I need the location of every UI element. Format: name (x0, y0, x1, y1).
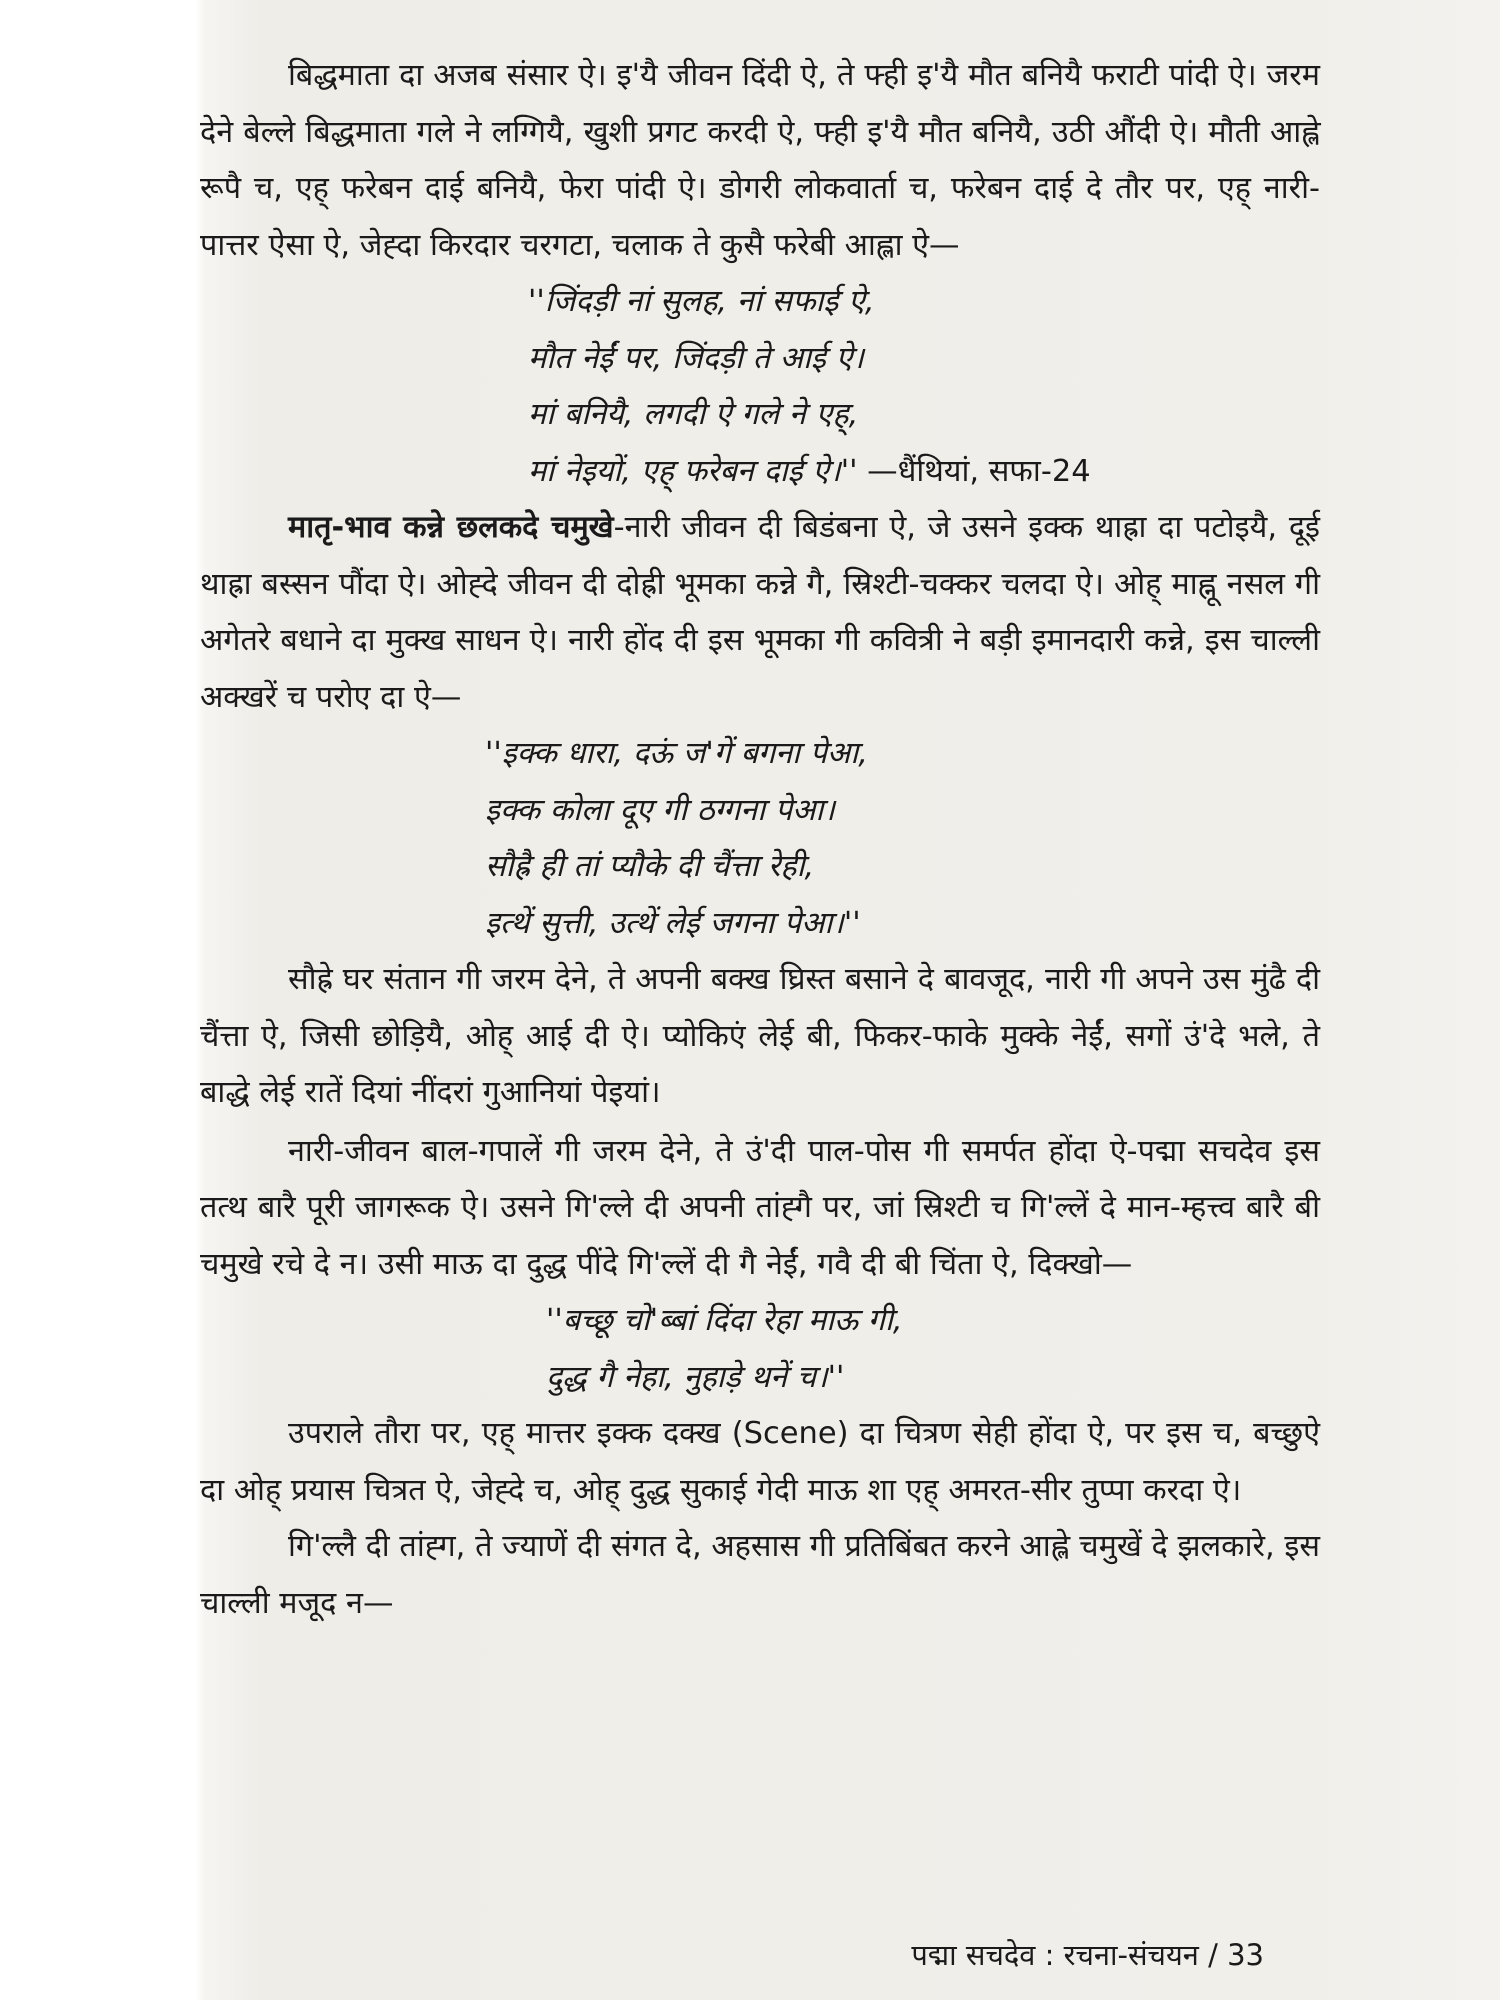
verse-line: मौत नेईं पर, जिंदड़ी ते आई ऐ। (528, 340, 864, 376)
verse-source: —धैंथियां, सफा-24 (857, 453, 1091, 489)
paragraph-2-text: -नारी जीवन दी बिडंबना ऐ, जे उसने इक्क थाह्रा दा पटोइयै, दूई थाह्रा बस्सन पौंदा ऐ। ओह्दे जीवन दी दोह्री भूमका कन्ने गै, स्रिश्टी-चक्कर चलदा ऐ। ओह् माह्नू नसल गी अगेतरे बधाने दा मुक्ख साधन ऐ। नारी होंद दी इस भूमका गी कवित्री ने बड़ी इमानदारी कन्ने, इस चाल्ली अक्खरें च परोए दा ऐ— (200, 510, 1320, 715)
paragraph-4: नारी-जीवन बाल-गपालें गी जरम देने, ते उं'दी पाल-पोस गी समर्पत होंदा ऐ-पद्मा सचदेव इस तत्थ बारै पूरी जागरूक ऐ। उसने गि'ल्ले दी अपनी तांह्गै पर, जां स्रिश्टी च गि'ल्लें दे मान-म्हत्त्व बारै बी चमुखे रचे दे न। उसी माऊ दा दुद्ध पींदे गि'ल्लें दी गै नेईं, गवै दी बी चिंता ऐ, दिक्खो— (200, 1133, 1320, 1282)
verse-line: इक्क कोला दूए गी ठग्गना पेआ। (485, 792, 835, 828)
verse-2 (200, 726, 1320, 952)
verse-line: ''बच्छू चो'ब्बां दिंदा रेहा माऊ गी, (546, 1303, 903, 1338)
page-content (200, 48, 1320, 1632)
verse-line: मां बनियै, लगदी ऐ गले ने एह्, (528, 397, 859, 432)
page-footer: पद्मा सचदेव : रचना-संचयन / 33 (911, 1938, 1264, 1972)
verse-line: ''इक्क धारा, दऊं ज'गें बगना पेआ, (485, 736, 868, 771)
paragraph-1: बिद्धमाता दा अजब संसार ऐ। इ'यै जीवन दिंदी ऐ, ते फ्ही इ'यै मौत बनियै फराटी पांदी ऐ। जरम देने बेल्ले बिद्धमाता गले ने लग्गियै, खुशी प्रगट करदी ऐ, फ्ही इ'यै मौत बनियै, उठी औंदी ऐ। मौती आह्ले रूपै च, एह् फरेबन दाई बनियै, फेरा पांदी ऐ। डोगरी लोकवार्ता च, फरेबन दाई दे तौर पर, एह् नारी-पात्तर ऐसा ऐ, जेह्दा किरदार चरगटा, चलाक ते कुसै फरेबी आह्ला ऐ— (200, 58, 1320, 263)
paragraph-2 (200, 500, 1320, 726)
section-heading: मातृ-भाव कन्ने छलकदे चमुखे (288, 510, 614, 545)
paragraph-3: सौह्रे घर संतान गी जरम देने, ते अपनी बक्ख घ्रिस्त बसाने दे बावजूद, नारी गी अपने उस मुंढै दी चैंत्ता ऐ, जिसी छोड़ियै, ओह् आई दी ऐ। प्योकिएं लेई बी, फिकर-फाके मुक्के नेईं, सगों उं'दे भले, ते बाद्धे लेई रातें दियां नींदरां गुआनियां पेइयां। (200, 962, 1320, 1110)
verse-line: सौह्रै ही तां प्यौके दी चैंत्ता रेही, (485, 849, 815, 884)
paragraph-6: गि'ल्लै दी तांह्ग, ते ज्याणें दी संगत दे, अहसास गी प्रतिबिंबत करने आह्ले चमुखें दे झलकारे, इस चाल्ली मजूद न— (200, 1529, 1320, 1621)
verse-1 (200, 274, 1320, 500)
verse-line: इत्थें सुत्ती, उत्थें लेई जगना पेआ।'' (485, 905, 861, 941)
verse-line-last (528, 444, 1320, 501)
verse-line: दुद्ध गै नेहा, नुहाड़े थनें च।'' (546, 1359, 845, 1395)
verse-line: ''जिंदड़ी नां सुलह, नां सफाई ऐ, (528, 284, 875, 319)
verse-line-text: मां नेइयों, एह् फरेबन दाई ऐ।'' (528, 453, 858, 489)
paragraph-5: उपराले तौरा पर, एह् मात्तर इक्क दक्ख (Scene) दा चित्रण सेही होंदा ऐ, पर इस च, बच्छुऐ दा ओह् प्रयास चित्रत ऐ, जेह्दे च, ओह् दुद्ध सुकाई गेदी माऊ शा एह् अमरत-सीर तुप्पा करदा ऐ। (200, 1416, 1320, 1508)
verse-3 (200, 1293, 1320, 1406)
